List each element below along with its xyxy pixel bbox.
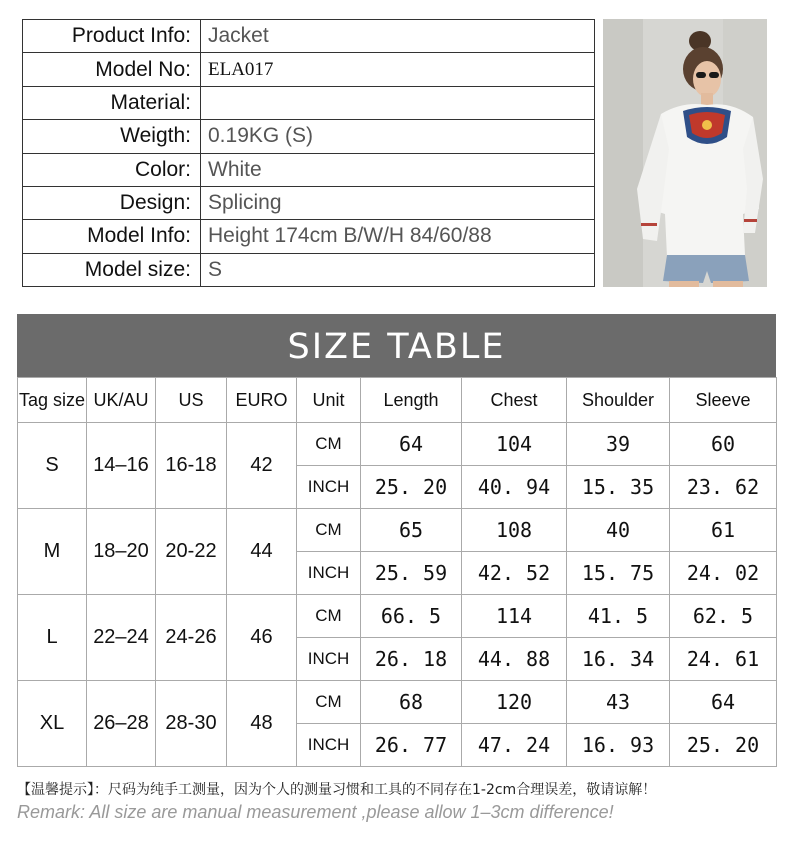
table-cell: 114 <box>462 595 567 638</box>
table-row <box>18 423 777 466</box>
table-cell: 24. 02 <box>670 552 777 595</box>
table-cell: 23. 62 <box>670 466 777 509</box>
table-cell: 24-26 <box>156 595 227 681</box>
info-value: Jacket <box>201 20 595 53</box>
size-table <box>17 377 777 767</box>
table-cell: 104 <box>462 423 567 466</box>
info-label: Weigth: <box>23 120 201 153</box>
table-cell: 65 <box>361 509 462 552</box>
table-cell: 44. 88 <box>462 638 567 681</box>
table-cell: 15. 75 <box>567 552 670 595</box>
table-cell: L <box>18 595 87 681</box>
table-cell: 28-30 <box>156 681 227 767</box>
size-table-title: SIZE TABLE <box>17 314 776 377</box>
table-cell: 24. 61 <box>670 638 777 681</box>
product-info-row <box>23 53 595 86</box>
table-cell: M <box>18 509 87 595</box>
table-cell: 16-18 <box>156 423 227 509</box>
info-value: S <box>201 253 595 286</box>
table-cell: 44 <box>227 509 297 595</box>
table-cell: CM <box>297 509 361 552</box>
table-cell: INCH <box>297 724 361 767</box>
table-cell: 48 <box>227 681 297 767</box>
table-cell: 20-22 <box>156 509 227 595</box>
table-cell: 25. 20 <box>361 466 462 509</box>
table-cell: 42 <box>227 423 297 509</box>
table-cell: INCH <box>297 466 361 509</box>
column-header: US <box>156 378 227 423</box>
table-cell: 14–16 <box>87 423 156 509</box>
table-cell: INCH <box>297 552 361 595</box>
info-label: Color: <box>23 153 201 186</box>
product-info-row <box>23 220 595 253</box>
table-cell: INCH <box>297 638 361 681</box>
english-remark-note: Remark: All size are manual measurement ,please allow 1–3cm difference! <box>17 802 614 822</box>
model-illustration <box>603 19 767 287</box>
column-header: Tag size <box>18 378 87 423</box>
info-value: 0.19KG (S) <box>201 120 595 153</box>
table-cell: S <box>18 423 87 509</box>
table-cell: 25. 20 <box>670 724 777 767</box>
size-table-body <box>18 423 777 767</box>
table-cell: XL <box>18 681 87 767</box>
table-cell: 39 <box>567 423 670 466</box>
column-header: UK/AU <box>87 378 156 423</box>
table-cell: 64 <box>361 423 462 466</box>
table-cell: 18–20 <box>87 509 156 595</box>
table-cell: 41. 5 <box>567 595 670 638</box>
product-info-row <box>23 153 595 186</box>
chinese-reminder-note: 【温馨提示】：尺码为纯手工测量，因为个人的测量习惯和工具的不同存在1-2cm合理误差，敬请谅解！ <box>17 782 657 798</box>
info-value <box>201 86 595 119</box>
product-info-row <box>23 86 595 119</box>
table-cell: 43 <box>567 681 670 724</box>
table-cell: 16. 34 <box>567 638 670 681</box>
column-header: Unit <box>297 378 361 423</box>
column-header: EURO <box>227 378 297 423</box>
table-cell: CM <box>297 595 361 638</box>
table-cell: 42. 52 <box>462 552 567 595</box>
table-cell: 26–28 <box>87 681 156 767</box>
info-label: Model No: <box>23 53 201 86</box>
table-cell: 40 <box>567 509 670 552</box>
model-photo <box>603 19 767 287</box>
column-header: Chest <box>462 378 567 423</box>
info-label: Design: <box>23 186 201 219</box>
table-cell: 47. 24 <box>462 724 567 767</box>
table-cell: 26. 18 <box>361 638 462 681</box>
table-cell: CM <box>297 681 361 724</box>
table-cell: 120 <box>462 681 567 724</box>
table-cell: 25. 59 <box>361 552 462 595</box>
table-cell: CM <box>297 423 361 466</box>
table-cell: 68 <box>361 681 462 724</box>
info-label: Material: <box>23 86 201 119</box>
table-cell: 22–24 <box>87 595 156 681</box>
table-cell: 26. 77 <box>361 724 462 767</box>
table-cell: 62. 5 <box>670 595 777 638</box>
table-cell: 15. 35 <box>567 466 670 509</box>
table-row <box>18 681 777 724</box>
info-value: Height 174cm B/W/H 84/60/88 <box>201 220 595 253</box>
column-header: Shoulder <box>567 378 670 423</box>
table-cell: 40. 94 <box>462 466 567 509</box>
size-table-header <box>18 378 777 423</box>
table-cell: 46 <box>227 595 297 681</box>
product-info-row <box>23 253 595 286</box>
table-cell: 61 <box>670 509 777 552</box>
info-label: Model size: <box>23 253 201 286</box>
table-row <box>18 595 777 638</box>
info-value: White <box>201 153 595 186</box>
table-cell: 16. 93 <box>567 724 670 767</box>
table-cell: 108 <box>462 509 567 552</box>
product-info-row <box>23 186 595 219</box>
table-cell: 66. 5 <box>361 595 462 638</box>
table-cell: 60 <box>670 423 777 466</box>
info-value: Splicing <box>201 186 595 219</box>
info-label: Model Info: <box>23 220 201 253</box>
info-value: ELA017 <box>201 53 595 86</box>
product-info-row <box>23 20 595 53</box>
product-info-row <box>23 120 595 153</box>
table-cell: 64 <box>670 681 777 724</box>
column-header: Length <box>361 378 462 423</box>
column-header: Sleeve <box>670 378 777 423</box>
info-label: Product Info: <box>23 20 201 53</box>
table-row <box>18 509 777 552</box>
product-info-body <box>23 20 595 287</box>
product-info-table <box>22 19 595 287</box>
